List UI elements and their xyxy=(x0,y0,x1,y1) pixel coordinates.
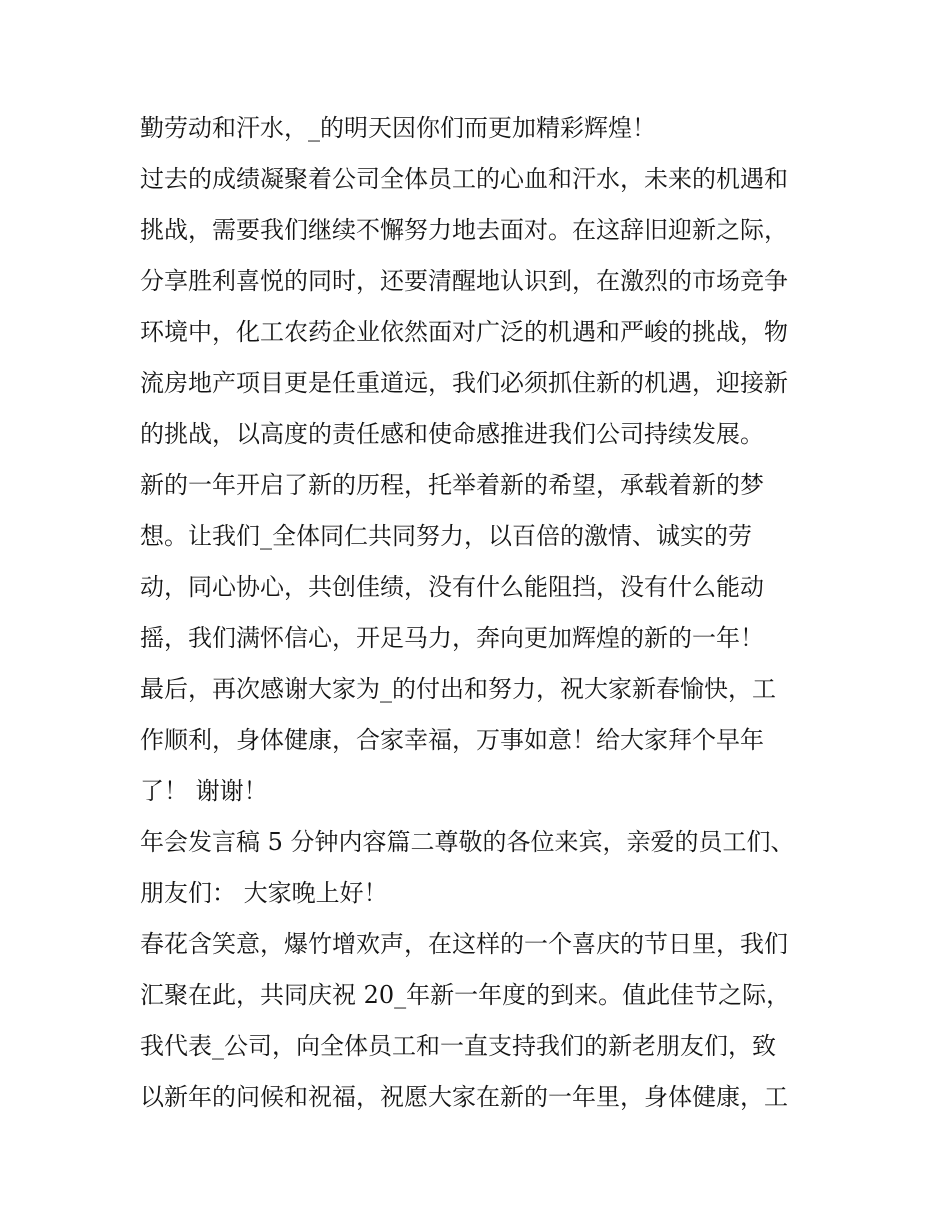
text-line: 分享胜利喜悦的同时，还要清醒地认识到，在激烈的市场竞争 xyxy=(140,267,788,295)
text-line: 作顺利，身体健康，合家幸福，万事如意！给大家拜个早年 xyxy=(140,726,764,754)
text-line: 想。让我们_全体同仁共同努力，以百倍的激情、诚实的劳 xyxy=(140,522,752,550)
text-line: 摇，我们满怀信心，开足马力，奔向更加辉煌的新的一年！ xyxy=(140,624,764,652)
text-line: 环境中，化工农药企业依然面对广泛的机遇和严峻的挑战，物 xyxy=(140,318,788,346)
text-line: 春花含笑意，爆竹增欢声，在这样的一个喜庆的节日里，我们 xyxy=(140,930,788,958)
text-line: 的挑战，以高度的责任感和使命感推进我们公司持续发展。 xyxy=(140,420,764,448)
text-line: 过去的成绩凝聚着公司全体员工的心血和汗水，未来的机遇和 xyxy=(140,165,788,193)
text-line: 动，同心协心，共创佳绩，没有什么能阻挡，没有什么能动 xyxy=(140,573,764,601)
text-line: 年会发言稿 5 分钟内容篇二尊敬的各位来宾，亲爱的员工们、 xyxy=(140,828,795,856)
text-line: 汇聚在此，共同庆祝 20_年新一年度的到来。值此佳节之际， xyxy=(140,981,791,1009)
text-line: 以新年的问候和祝福，祝愿大家在新的一年里，身体健康，工 xyxy=(140,1083,788,1111)
text-line: 朋友们： 大家晚上好！ xyxy=(140,879,388,907)
text-line: 最后，再次感谢大家为_的付出和努力，祝大家新春愉快，工 xyxy=(140,675,776,703)
text-line: 挑战，需要我们继续不懈努力地去面对。在这辞旧迎新之际， xyxy=(140,216,788,244)
text-line: 勤劳动和汗水，_的明天因你们而更加精彩辉煌！ xyxy=(140,114,656,142)
text-line: 了！ 谢谢！ xyxy=(140,777,268,805)
text-line: 我代表_公司，向全体员工和一直支持我们的新老朋友们，致 xyxy=(140,1032,776,1060)
text-line: 流房地产项目更是任重道远，我们必须抓住新的机遇，迎接新 xyxy=(140,369,788,397)
text-line: 新的一年开启了新的历程，托举着新的希望，承载着新的梦 xyxy=(140,471,764,499)
